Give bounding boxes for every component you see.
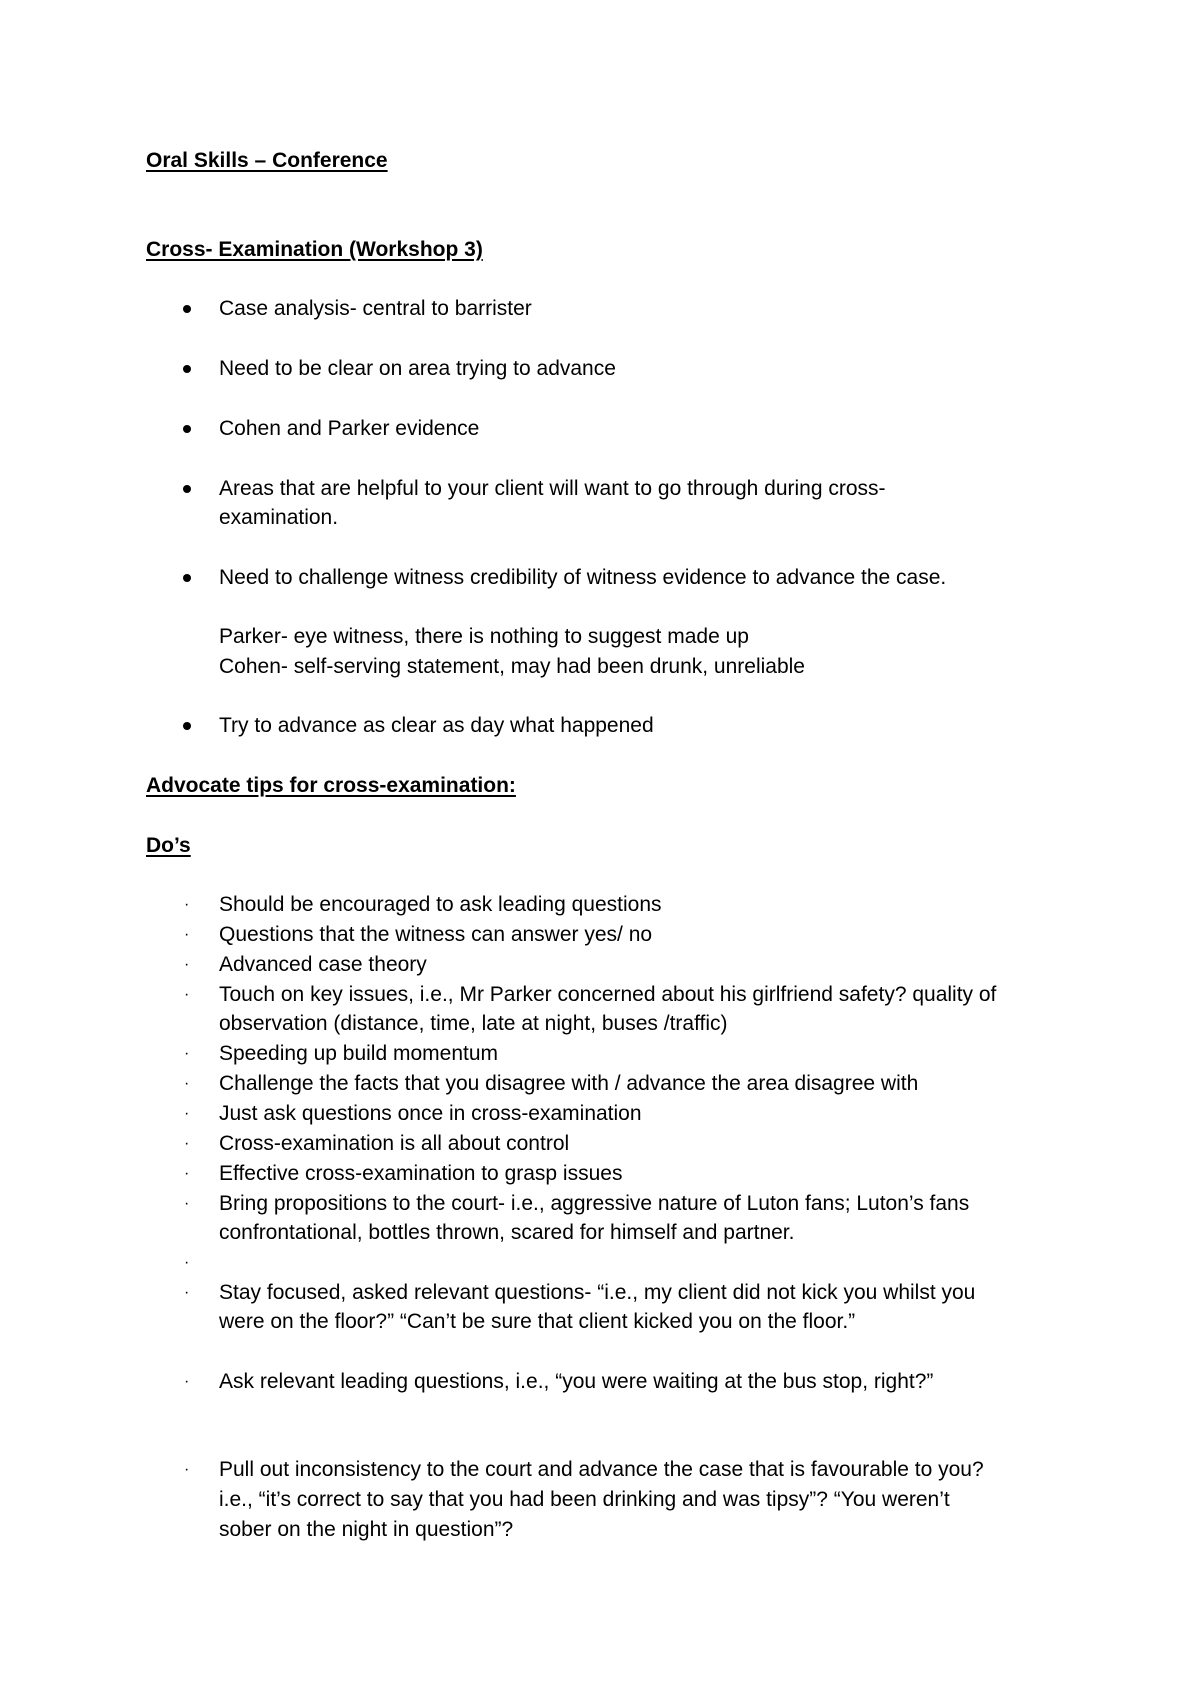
bullet-icon: [183, 722, 191, 730]
list-item: Questions that the witness can answer yes/ no: [219, 923, 653, 946]
bullet-icon: [183, 425, 191, 433]
bullet-icon: [183, 485, 191, 493]
list-item-continuation: confrontational, bottles thrown, scared for himself and partner.: [219, 1221, 795, 1244]
list-item: Bring propositions to the court- i.e., aggressive nature of Luton fans; Luton’s fans: [219, 1192, 970, 1215]
list-item: Just ask questions once in cross-examination: [219, 1102, 642, 1125]
list-item: Try to advance as clear as day what happened: [219, 714, 654, 737]
bullet-icon: ·: [184, 1195, 190, 1212]
list-item-continuation: were on the floor?” “Can’t be sure that client kicked you on the floor.”: [219, 1310, 856, 1333]
bullet-icon: ·: [184, 1284, 190, 1301]
subheading-dos: Do’s: [146, 834, 191, 857]
bullet-icon: ·: [184, 1373, 190, 1390]
bullet-icon: ·: [184, 1135, 190, 1152]
bullet-icon: ·: [184, 1045, 190, 1062]
list-item: Speeding up build momentum: [219, 1042, 499, 1065]
list-item: Effective cross-examination to grasp issues: [219, 1162, 623, 1185]
list-item-continuation: i.e., “it’s correct to say that you had been drinking and was tipsy”? “You weren’t: [219, 1488, 950, 1511]
bullet-icon: ·: [184, 1075, 190, 1092]
bullet-icon: [183, 574, 191, 582]
list-item: Advanced case theory: [219, 953, 427, 976]
list-item: Touch on key issues, i.e., Mr Parker concerned about his girlfriend safety? quality of: [219, 983, 997, 1006]
bullet-icon: ·: [184, 896, 190, 913]
bullet-icon: ·: [184, 926, 190, 943]
bullet-icon: ·: [184, 1254, 190, 1271]
bullet-icon: ·: [184, 956, 190, 973]
list-item: Should be encouraged to ask leading questions: [219, 893, 662, 916]
list-item: Cross-examination is all about control: [219, 1132, 570, 1155]
bullet-icon: [183, 305, 191, 313]
list-item: Stay focused, asked relevant questions- “i.e., my client did not kick you whilst you: [219, 1281, 976, 1304]
list-item: Cohen and Parker evidence: [219, 417, 480, 440]
document-title: Oral Skills – Conference: [146, 149, 388, 172]
list-item: Ask relevant leading questions, i.e., “you were waiting at the bus stop, right?”: [219, 1370, 934, 1393]
list-item: Areas that are helpful to your client will want to go through during cross-: [219, 477, 886, 500]
list-item-continuation: observation (distance, time, late at night, buses /traffic): [219, 1012, 728, 1035]
bullet-icon: [183, 365, 191, 373]
list-item: Pull out inconsistency to the court and advance the case that is favourable to you?: [219, 1458, 984, 1481]
section-heading-advocate-tips: Advocate tips for cross-examination:: [146, 774, 516, 797]
list-item: Challenge the facts that you disagree with / advance the area disagree with: [219, 1072, 919, 1095]
list-item: Need to challenge witness credibility of witness evidence to advance the case.: [219, 566, 947, 589]
indented-note: Cohen- self-serving statement, may had been drunk, unreliable: [219, 655, 805, 678]
list-item: Case analysis- central to barrister: [219, 297, 532, 320]
section-heading-cross-examination: Cross- Examination (Workshop 3): [146, 238, 483, 261]
list-item-continuation: sober on the night in question”?: [219, 1518, 514, 1541]
indented-note: Parker- eye witness, there is nothing to suggest made up: [219, 625, 749, 648]
bullet-icon: ·: [184, 986, 190, 1003]
bullet-icon: ·: [184, 1165, 190, 1182]
bullet-icon: ·: [184, 1105, 190, 1122]
list-item: Need to be clear on area trying to advance: [219, 357, 616, 380]
bullet-icon: ·: [184, 1461, 190, 1478]
list-item-continuation: examination.: [219, 506, 339, 529]
